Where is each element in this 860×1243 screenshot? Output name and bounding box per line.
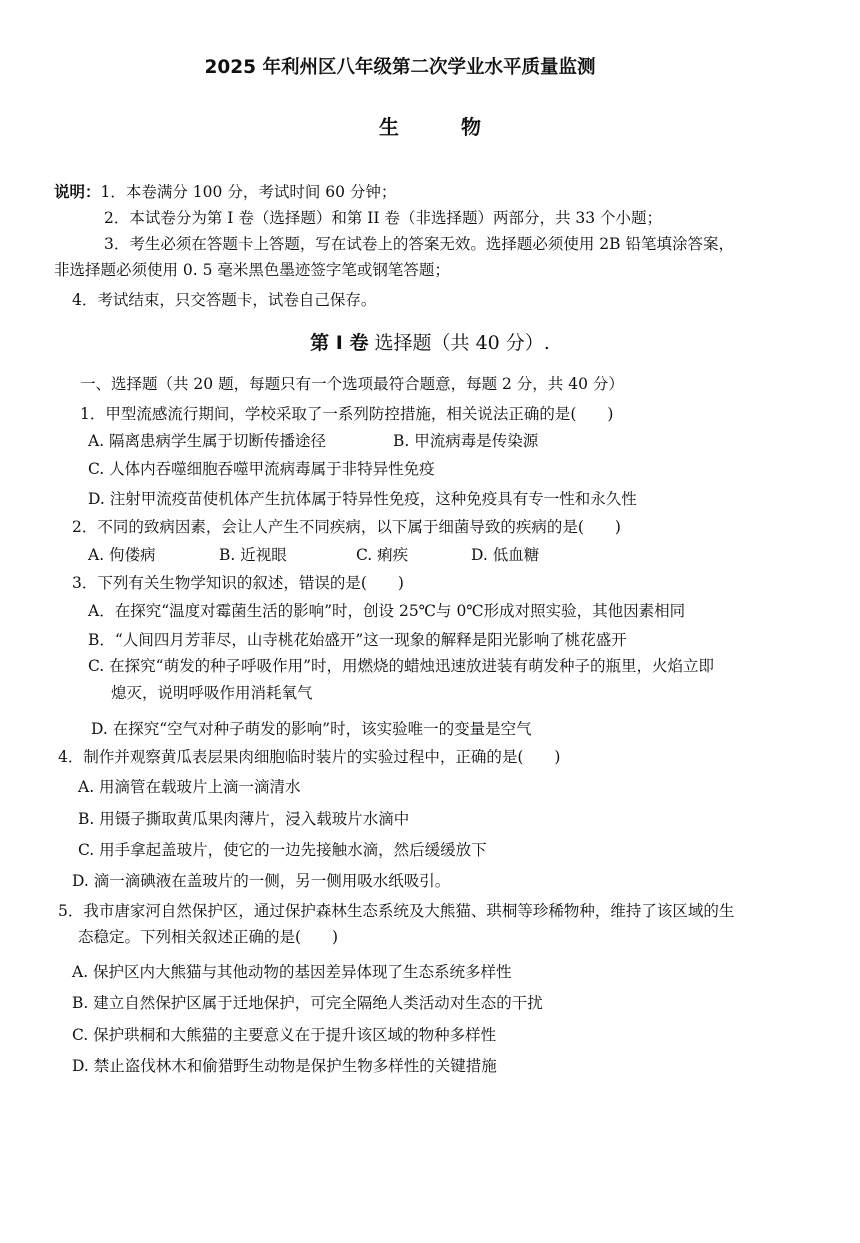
question-1-option-b: B. 甲流病毒是传染源: [393, 432, 539, 450]
question-1-option-c: C. 人体内吞噬细胞吞噬甲流病毒属于非特异性免疫: [88, 460, 435, 478]
question-5-option-a: A. 保护区内大熊猫与其他动物的基因差异体现了生态系统多样性: [72, 963, 512, 981]
question-3-option-d: D. 在探究“空气对种子萌发的影响”时，该实验唯一的变量是空气: [91, 720, 532, 738]
question-4-option-a: A. 用滴管在载玻片上滴一滴清水: [78, 778, 301, 796]
question-3-option-c-cont: 熄灭，说明呼吸作用消耗氧气: [111, 684, 313, 702]
question-2-option-b: B. 近视眼: [219, 546, 287, 564]
part-heading: 一、选择题（共 20 题，每题只有一个选项最符合题意，每题 2 分，共 40 分）: [80, 375, 624, 393]
question-3-option-c: C. 在探究“萌发的种子呼吸作用”时，用燃烧的蜡烛迅速放进装有萌发种子的瓶里，火焰立即: [88, 657, 715, 675]
instructions-label: 说明：: [54, 183, 101, 201]
instruction-3: 3．考生必须在答题卡上答题，写在试卷上的答案无效。选择题必须使用 2B 铅笔填涂答案，: [104, 235, 734, 253]
subject-title: 生物: [379, 115, 543, 139]
question-3-stem: 3．下列有关生物学知识的叙述，错误的是( ): [72, 574, 404, 592]
question-4-option-b: B. 用镊子撕取黄瓜果肉薄片，浸入载玻片水滴中: [78, 810, 410, 828]
question-5-stem: 5．我市唐家河自然保护区，通过保护森林生态系统及大熊猫、珙桐等珍稀物种，维持了该区域的生: [58, 902, 735, 920]
question-4-stem: 4．制作并观察黄瓜表层果肉细胞临时装片的实验过程中，正确的是( ): [58, 748, 561, 766]
instruction-text: 1．本卷满分 100 分，考试时间 60 分钟；: [100, 183, 397, 201]
question-2-option-a: A. 佝偻病: [88, 546, 156, 564]
question-1-option-a: A. 隔离患病学生属于切断传播途径: [88, 432, 327, 450]
question-1-option-d: D. 注射甲流疫苗使机体产生抗体属于特异性免疫，这种免疫具有专一性和永久性: [88, 490, 637, 508]
question-2-stem: 2．不同的致病因素，会让人产生不同疾病，以下属于细菌导致的疾病的是( ): [72, 518, 621, 536]
question-2-option-c: C. 痢疾: [356, 546, 409, 564]
question-2-option-d: D. 低血糖: [471, 546, 540, 564]
instruction-4: 4．考试结束，只交答题卡，试卷自己保存。: [72, 291, 377, 309]
question-5-stem-cont: 态稳定。下列相关叙述正确的是( ): [78, 928, 339, 946]
question-5-option-c: C. 保护珙桐和大熊猫的主要意义在于提升该区域的物种多样性: [72, 1026, 497, 1044]
instruction-3-cont: 非选择题必须使用 0. 5 毫米黑色墨迹签字笔或钢笔答题；: [54, 261, 450, 279]
question-4-option-c: C. 用手拿起盖玻片，使它的一边先接触水滴，然后缓缓放下: [78, 841, 487, 859]
question-5-option-b: B. 建立自然保护区属于迁地保护，可完全隔绝人类活动对生态的干扰: [72, 994, 543, 1012]
instruction-1: [54, 181, 396, 203]
section-title-bold: 第 I 卷: [310, 332, 369, 354]
instruction-2: 2．本试卷分为第 I 卷（选择题）和第 II 卷（非选择题）两部分，共 33 个小题；: [104, 209, 663, 227]
section-title-rest: 选择题（共 40 分）.: [368, 332, 550, 354]
exam-title: 2025 年利州区八年级第二次学业水平质量监测: [204, 57, 596, 78]
question-3-option-b: B．“人间四月芳菲尽，山寺桃花始盛开”这一现象的解释是阳光影响了桃花盛开: [88, 631, 627, 649]
section-title: [0, 332, 860, 354]
question-1-stem: 1．甲型流感流行期间，学校采取了一系列防控措施，相关说法正确的是( ): [80, 405, 614, 423]
question-3-option-a: A．在探究“温度对霉菌生活的影响”时，创设 25℃与 0℃形成对照实验，其他因素相同: [88, 602, 686, 620]
question-5-option-d: D. 禁止盗伐林木和偷猎野生动物是保护生物多样性的关键措施: [72, 1057, 497, 1075]
question-4-option-d: D. 滴一滴碘液在盖玻片的一侧，另一侧用吸水纸吸引。: [72, 872, 451, 890]
